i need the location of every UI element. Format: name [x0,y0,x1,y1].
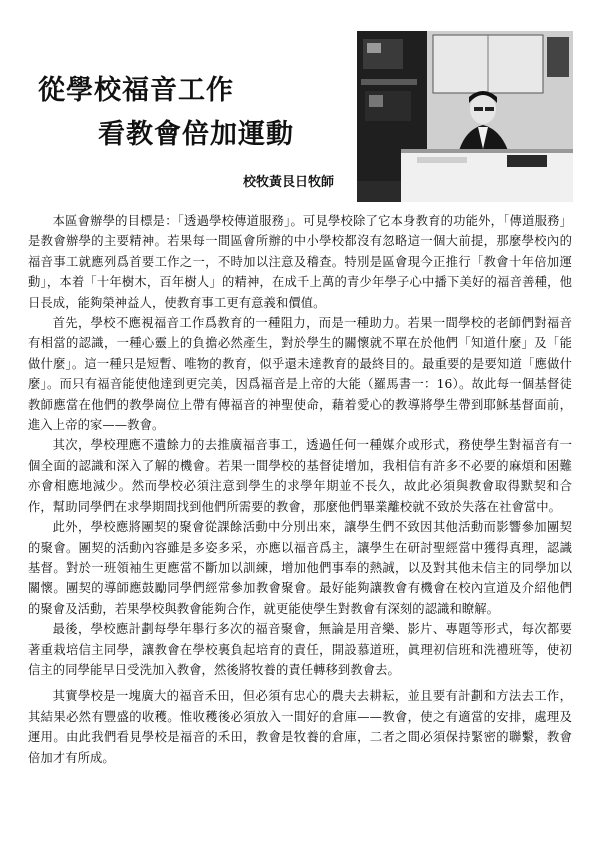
article-title-line-1: 從學校福音工作 [38,75,234,106]
article-body [28,211,572,768]
paragraph: 其實學校是一塊廣大的福音禾田，但必須有忠心的農夫去耕耘，並且要有計劃和方法去工作，其結果必然有豐盛的收穫。惟收穫後必須放入一間好的倉庫——教會，使之有適當的安排，處理及運用。由此我們看見學校是福音的禾田，教會是牧養的倉庫，二者之間必須保持緊密的聯繫，教會倍加才有所成。 [28,689,572,765]
author-byline: 校牧黃艮日牧師 [243,175,335,190]
paragraph: 最後，學校應計劃每學年舉行多次的福音聚會，無論是用音樂、影片、專題等形式，每次都要著重栽培信主同學，讓教會在學校裏負起培育的責任，開設慕道班，眞理初信班和洗禮班等，使初信主的同學能早日受洗加入教會，然後將牧養的責任轉移到教會去。 [28,622,572,677]
author-photo [357,31,573,202]
paragraph: 本區會辦學的目標是：「透過學校傳道服務」。可見學校除了它本身教育的功能外，「傳道服務」是教會辦學的主要精神。若果每一間區會所辦的中小學校都沒有忽略這一個大前提，那麼學校內的福音事工就應列爲首要工作之一，不時加以注意及稽查。特別是區會現今正推行「教會十年倍加運動」，本着「十年樹木，百年樹人」的精神，在成千上萬的青少年學子心中播下美好的福音善種，他日長成，能夠榮神益人，使教育事工更有意義和價值。 [28,214,572,310]
paragraph: 首先，學校不應視福音工作爲教育的一種阻力，而是一種助力。若果一間學校的老師們對福音有相當的認識，一種心靈上的負擔必然產生，對於學生的關懷就不單在於他們「知道什麼」及「能做什麼」。這一種只是短暫、唯物的教育，似乎還未達教育的最終目的。最重要的是要知道「應做什麼」。而只有福音能使他達到更完美，因爲福音是上帝的大能（羅馬書一：16）。故此每一個基督徒教師應當在他們的教學崗位上帶有傳福音的神聖使命，藉着愛心的教導將學生帶到耶穌基督面前，進入上帝的家——教會。 [28,316,572,433]
paragraph: 此外，學校應將團契的聚會從課餘活動中分別出來，讓學生們不致因其他活動而影響參加團契的聚會。團契的活動內容雖是多姿多采，亦應以福音爲主，讓學生在研討聖經當中獲得真理，認識基督。對於一班領袖生更應當不斷加以訓練，增加他們事奉的熱誠，以及對其他未信主的同學加以關懷。團契的導師應鼓勵同學們經常參加教會聚會。最好能夠讓教會有機會在校內宣道及介紹他們的聚會及活動，若果學校與教會能夠合作，就更能使學生對教會有深刻的認識和瞭解。 [28,520,572,616]
paragraph: 其次，學校理應不遺餘力的去推廣福音事工，透過任何一種媒介或形式，務使學生對福音有一個全面的認識和深入了解的機會。若果一間學校的基督徒增加，我相信有許多不必要的麻煩和困難亦會相應地減少。然而學校必須注意到學生的求學年期並不長久，故此必須與教會取得默契和合作，幫助同學們在求學期間找到他們所需要的教會，那麼他們畢業離校就不致於失落在社會當中。 [28,438,572,514]
pastor-at-desk-photo [357,31,573,202]
article-title-line-2: 看教會倍加運動 [98,119,294,150]
